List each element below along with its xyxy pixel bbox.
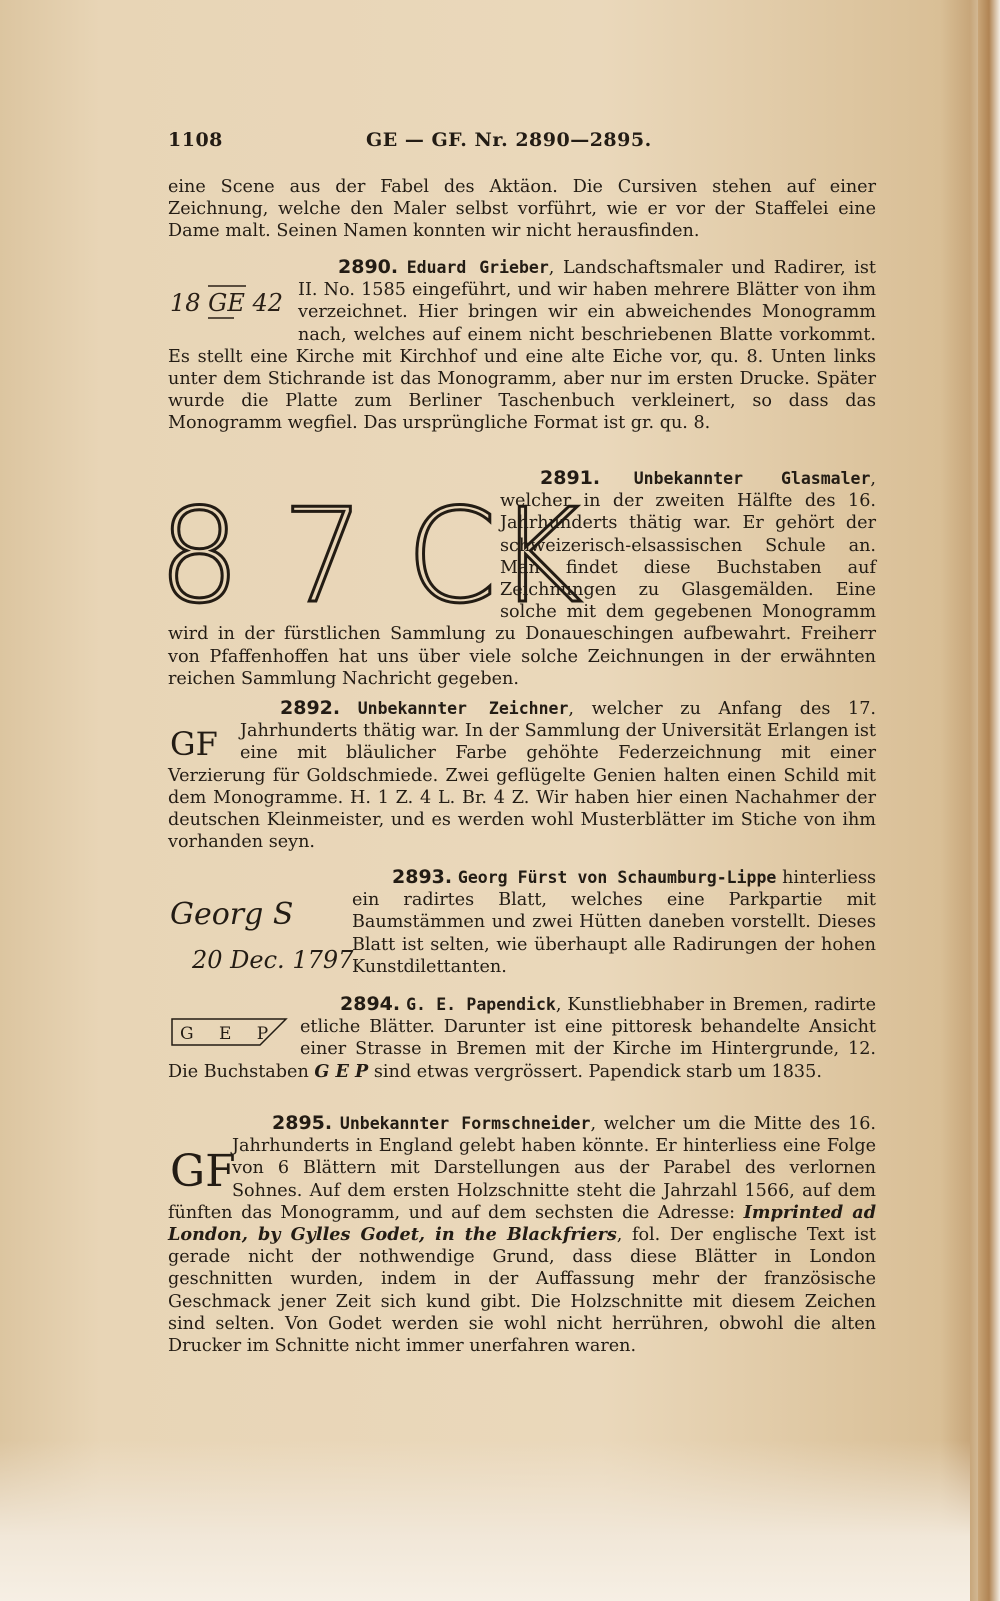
monogram-2891 [158, 480, 583, 632]
entry-italic: Imprinted ad London, by Gylles Godet, in the Blackfriers [168, 1201, 876, 1246]
monogram-text-2893-b: 20 Dec. 1797 [192, 946, 354, 974]
entry-number: 2895. [272, 1112, 333, 1134]
entry-italic: G E P [314, 1060, 369, 1082]
intro-paragraph: eine Scene aus der Fabel des Aktäon. Die Cursiven stehen auf einer Zeichnung, welche den Maler selbst vorführt, wie er vor der Staffelei eine Dame malt. Seinen Namen konnten wir nicht herausfinden. [168, 177, 876, 242]
entry-text-b: sind etwas vergrössert. Papendick starb um 1835. [368, 1061, 822, 1082]
running-head [168, 129, 876, 155]
monogram-2892 [168, 719, 232, 763]
entry-text: , Landschaftsmaler und Radirer, ist II. No. 1585 eingeführt, und wir haben mehrere Blätter von ihm verzeichnet. Hier bringen wir ein abweichendes Monogramm nach, welches auf einem nicht beschriebenen Blatte vorkommt. Es stellt eine Kirche mit Kirchhof und eine alte Eiche vor, qu. 8. Unten links unter dem Stichrande ist das Monogramm, aber nur im ersten Drucke. Später wurde die Platte zum Berliner Taschenbuch verkleinert, so dass das Monogramm wegfiel. Das ursprüngliche Format ist gr. qu. 8. [168, 258, 876, 434]
entry-name: Georg Fürst von Schaumburg-Lippe [457, 868, 777, 887]
entry-number: 2890. [338, 256, 399, 278]
monogram-text-2890: 18 GE 42 [170, 289, 284, 317]
monogram-text-2894: G E P [180, 1024, 279, 1044]
monogram-text-2892: GF [170, 725, 218, 763]
entry-name: Unbekannter Zeichner [357, 699, 569, 718]
entry-number: 2892. [280, 697, 341, 719]
running-title: GE — GF. Nr. 2890—2895. [366, 129, 652, 151]
entry-2891 [158, 467, 876, 690]
monogram-text-2893-a: Georg S [170, 897, 294, 932]
entry-number: 2891. [540, 467, 601, 489]
entry-2890 [168, 256, 876, 435]
entry-text: , welcher zu Anfang des 17. Jahrhunderts thätig war. In der Sammlung der Universität Erlangen ist eine mit bläulicher Farbe gehöhte Federzeichnung mit einer Verzierung für Goldschmiede. Zwei geflügelte Genien halten einen Schild mit dem Monogramme. H. 1 Z. 4 L. Br. 4 Z. Wir haben hier einen Nachahmer der deutschen Kleinmeister, und es werden wohl Musterblätter im Stiche von ihm vorhanden seyn. [168, 699, 877, 853]
entry-name: Unbekannter Glasmaler [633, 469, 871, 488]
entry-number: 2893. [392, 866, 453, 888]
entry-text-a: , welcher um die Mitte des 16. Jahrhunderts in England gelebt haben könnte. Er hinterliess eine Folge von 6 Blättern mit Darstellungen aus der Parabel des verlornen Sohnes. Auf dem ersten Holzschnitte steht die Jahrzahl 1566, auf dem fünften das Monogramm, und auf dem sechsten die Adresse: [168, 1114, 876, 1223]
monogram-2894 [168, 1015, 292, 1049]
entry-2895 [168, 1112, 876, 1357]
monogram-2890 [168, 278, 290, 324]
entry-2892 [168, 697, 876, 853]
entry-2893 [168, 866, 876, 978]
monogram-text-2891: 8 7 CK [158, 480, 583, 632]
entry-2894 [168, 993, 876, 1083]
page-lower-area [0, 1440, 970, 1601]
page-number: 1108 [168, 129, 223, 151]
monogram-2895 [168, 1134, 236, 1198]
monogram-text-2895: GF [170, 1146, 236, 1197]
entry-text-b: , fol. Der englische Text ist gerade nicht der nothwendige Grund, dass diese Blätter in London geschnitten wurden, indem in der Auffassung mehr der französische Geschmack jener Zeit sich kund gibt. Die Holzschnitte mit diesem Zeichen sind selten. Von Godet werden sie wohl nicht herrühren, obwohl die alten Drucker im Schnitte nicht immer unerfahren waren. [168, 1225, 876, 1357]
monogram-2893 [168, 888, 354, 976]
entry-paragraph-2892 [168, 697, 876, 853]
entry-paragraph-2895 [168, 1112, 876, 1357]
entry-name: Eduard Grieber [406, 258, 549, 277]
entry-text: hinterliess ein radirtes Blatt, welches eine Parkpartie mit Baumstämmen und zwei Hütten daneben vorstellt. Dieses Blatt ist selten, wie überhaupt alle Radirungen der hohen Kunstdilettanten. [352, 868, 877, 977]
entry-name: G. E. Papendick [406, 995, 556, 1014]
entry-name: Unbekannter Formschneider [339, 1114, 591, 1133]
entry-text-a: , Kunstliebhaber in Bremen, radirte etliche Blätter. Darunter ist eine pittoresk behandelte Ansicht einer Strasse in Bremen mit der Kirche im Hintergrunde, 12. Die Buchstaben [168, 995, 877, 1082]
entry-number: 2894. [340, 993, 401, 1015]
page-edge [978, 0, 1000, 1601]
entry-text: , welcher in der zweiten Hälfte des 16. Jahrhunderts thätig war. Er gehört der schweizerisch-elsassischen Schule an. Man findet diese Buchstaben auf Zeichnungen zu Glasgemälden. Eine solche mit dem gegebenen Monogramm wird in der fürstlichen Sammlung zu Donaueschingen aufbewahrt. Freiherr von Pfaffenhoffen hat uns über viele solche Zeichnungen in der erwähnten reichen Sammlung Nachricht gegeben. [168, 469, 876, 689]
